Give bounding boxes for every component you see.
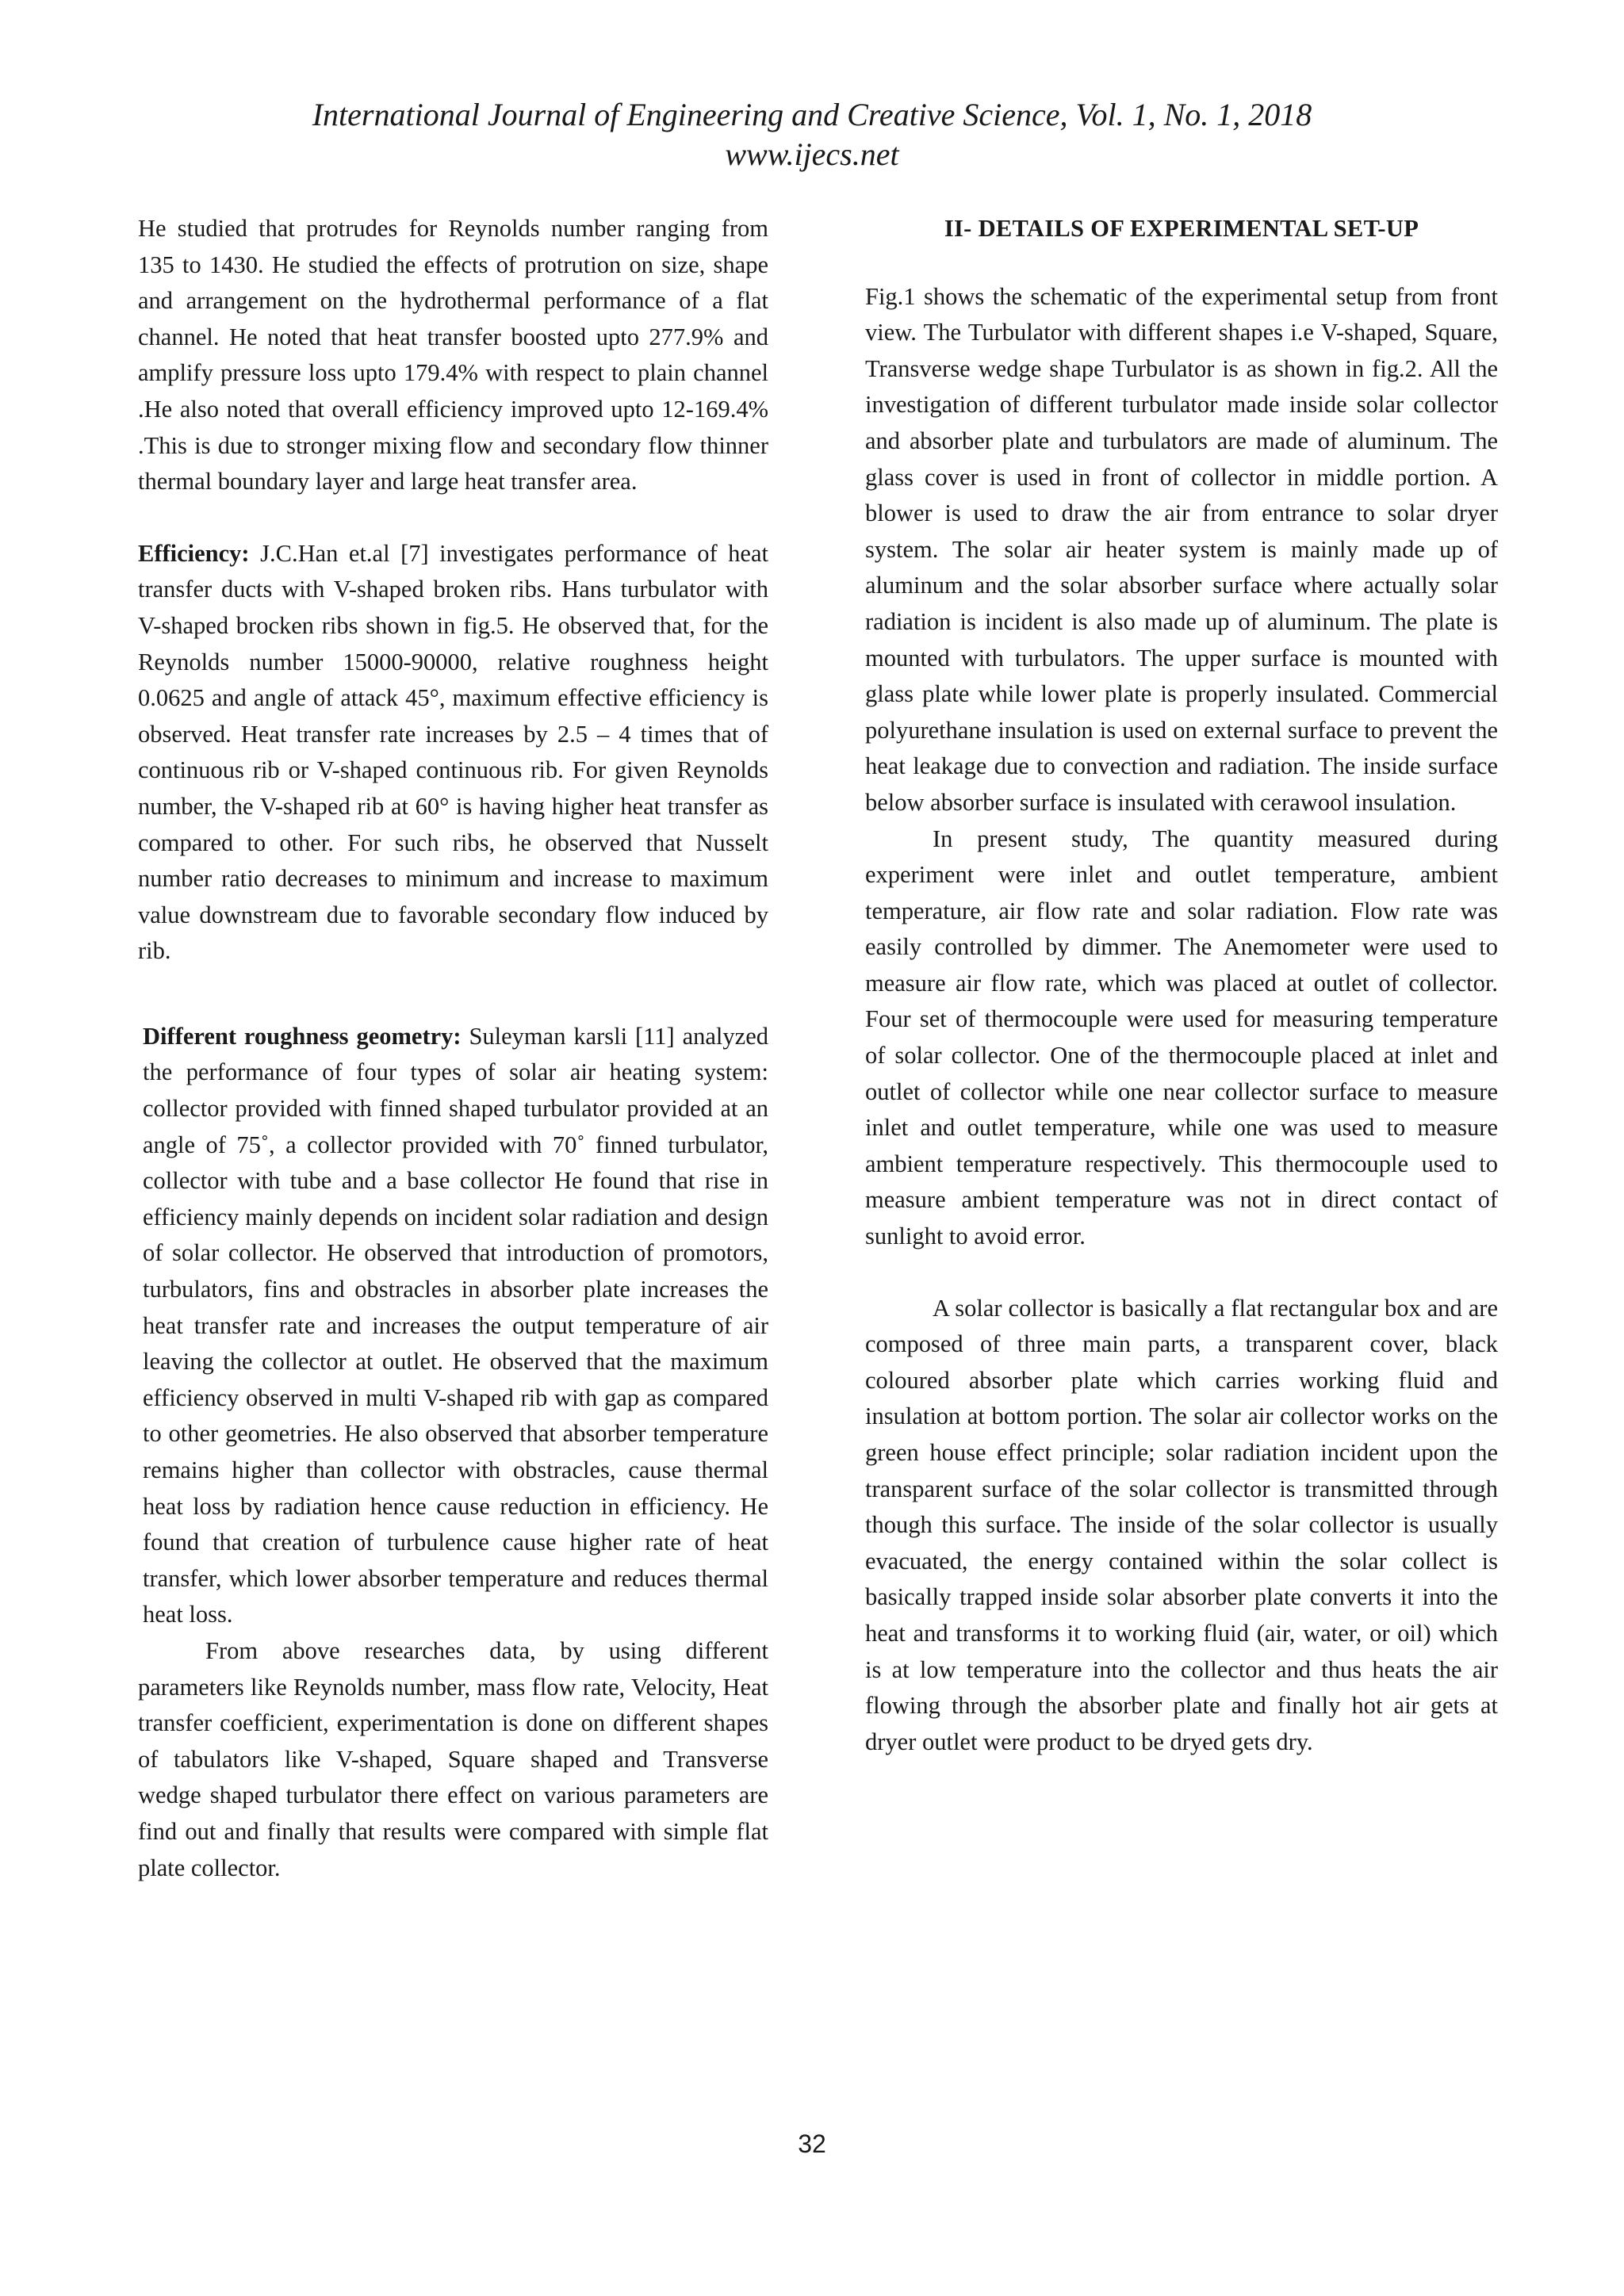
running-header	[0, 95, 1624, 174]
section-heading: II- DETAILS OF EXPERIMENTAL SET-UP	[944, 215, 1419, 242]
paragraph-solar-collector: A solar collector is basically a flat rectangular box and are composed of three main parts, a transparent cover, black coloured absorber plate which carries working fluid and insulation at bottom portion. The solar air collector works on the green house effect principle; solar radiation incident upon the transparent surface of the solar collector is transmitted through though this surface. The inside of the solar collector is usually evacuated, the energy contained within the solar collect is basically trapped inside solar absorber plate converts it into the heat and transforms it to working fluid (air, water, or oil) which is at low temperature into the collector and thus heats the air flowing through the absorber plate and finally hot air gets at dryer outlet were product to be dryed gets dry.	[865, 1294, 1498, 1755]
paragraph-efficiency	[138, 536, 768, 970]
paragraph-roughness-text: Suleyman karsli [11] analyzed the performance of four types of solar air heating system: collector provided with finned shaped turbulator provided at an angle of 75˚, a collector provided with 70˚ finned turbulator, collector with tube and a base collector He found that rise in efficiency mainly depends on incident solar radiation and design of solar collector. He observed that introduction of promotors, turbulators, fins and obstracles in absorber plate increases the heat transfer rate and increases the output temperature of air leaving the collector at outlet. He observed that the maximum efficiency observed in multi V-shaped rib with gap as compared to other geometries. He also observed that absorber temperature remains higher than collector with obstracles, cause thermal heat loss by radiation hence cause reduction in efficiency. He found that creation of turbulence cause higher rate of heat transfer, which lower absorber temperature and reduces thermal heat loss.	[143, 1022, 768, 1628]
run-in-heading-efficiency: Efficiency:	[138, 539, 250, 567]
run-in-heading-roughness: Different roughness geometry:	[143, 1022, 462, 1050]
right-column	[865, 211, 1498, 1760]
paragraph-measurements: In present study, The quantity measured during experiment were inlet and outlet temperature, ambient temperature, air flow rate and solar radiation. Flow rate was easily controlled by dimmer. The Anemometer were used to measure air flow rate, which was placed at outlet of collector. Four set of thermocouple were used for measuring temperature of solar collector. One of the thermocouple placed at inlet and outlet of collector while one near collector surface to measure inlet and outlet temperature, while one was used to measure ambient temperature respectively. This thermocouple used to measure ambient temperature was not in direct contact of sunlight to avoid error.	[865, 825, 1498, 1250]
journal-title: International Journal of Engineering and Creative Science, Vol. 1, No. 1, 2018	[312, 97, 1312, 132]
paragraph-roughness-geometry	[138, 1019, 768, 1633]
page-number: 32	[798, 2130, 826, 2158]
left-column	[138, 211, 768, 1886]
journal-website: www.ijecs.net	[725, 136, 899, 172]
paragraph-summary: From above researches data, by using different parameters like Reynolds number, mass flow rate, Velocity, Heat transfer coefficient, experimentation is done on different shapes of tabulators like V-shaped, Square shaped and Transverse wedge shaped turbulator there effect on various parameters are find out and finally that results were compared with simple flat plate collector.	[138, 1636, 768, 1881]
paragraph-protrusion-study: He studied that protrudes for Reynolds number ranging from 135 to 1430. He studied the effects of protrution on size, shape and arrangement on the hydrothermal performance of a flat channel. He noted that heat transfer boosted upto 277.9% and amplify pressure loss upto 179.4% with respect to plain channel .He also noted that overall efficiency improved upto 12-169.4% .This is due to stronger mixing flow and secondary flow thinner thermal boundary layer and large heat transfer area.	[138, 215, 768, 496]
paragraph-setup-description: Fig.1 shows the schematic of the experimental setup from front view. The Turbulator with different shapes i.e V-shaped, Square, Transverse wedge shape Turbulator is as shown in fig.2. All the investigation of different turbulator made inside solar collector and absorber plate and turbulators are made of aluminum. The glass cover is used in front of collector in middle portion. A blower is used to draw the air from entrance to solar dryer system. The solar air heater system is mainly made up of aluminum and the solar absorber surface where actually solar radiation is incident is also made up of aluminum. The plate is mounted with turbulators. The upper surface is mounted with glass plate while lower plate is properly insulated. Commercial polyurethane insulation is used on external surface to prevent the heat leakage due to convection and radiation. The inside surface below absorber surface is insulated with cerawool insulation.	[865, 282, 1498, 816]
paragraph-efficiency-text: J.C.Han et.al [7] investigates performance of heat transfer ducts with V-shaped broken ribs. Hans turbulator with V-shaped brocken ribs shown in fig.5. He observed that, for the Reynolds number 15000-90000, relative roughness height 0.0625 and angle of attack 45°, maximum effective efficiency is observed. Heat transfer rate increases by 2.5 – 4 times that of continuous rib or V-shaped continuous rib. For given Reynolds number, the V-shaped rib at 60° is having higher heat transfer as compared to other. For such ribs, he observed that Nusselt number ratio decreases to minimum and increase to maximum value downstream due to favorable secondary flow induced by rib.	[138, 539, 768, 965]
